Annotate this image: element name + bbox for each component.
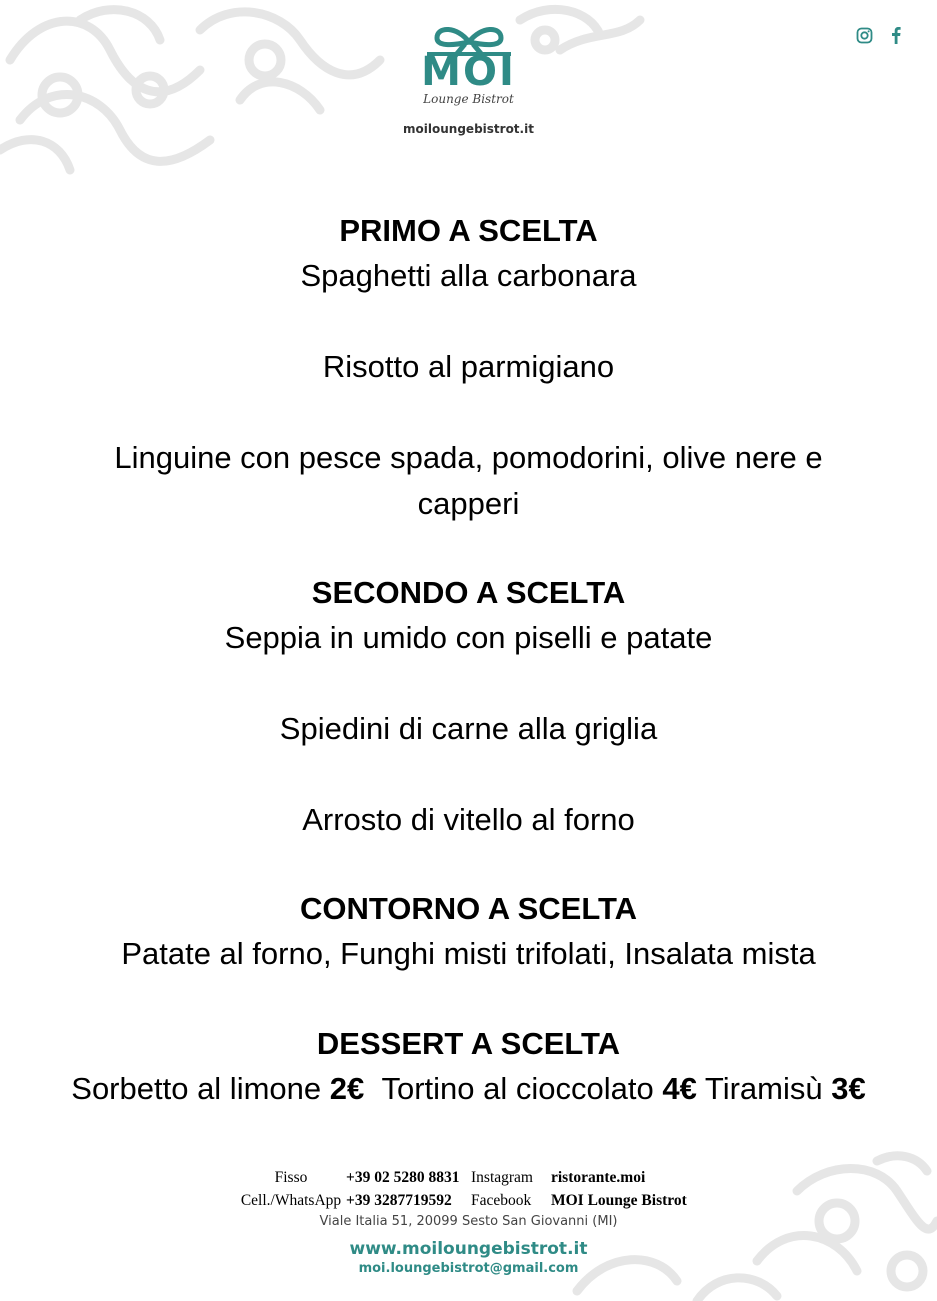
instagram-label: Instagram	[471, 1169, 533, 1186]
menu-item: Arrosto di vitello al forno	[302, 802, 635, 837]
dessert-name: Sorbetto al limone	[71, 1071, 322, 1106]
dessert-price: 4€	[662, 1071, 697, 1106]
menu-item: Patate al forno, Funghi misti trifolati, Insalata mista	[121, 936, 816, 971]
mobile-number[interactable]: +39 3287719592	[346, 1192, 452, 1209]
contact-row	[0, 1189, 937, 1212]
landline-label: Fisso	[274, 1169, 308, 1186]
dessert-price: 2€	[329, 1071, 365, 1106]
section-heading-primo: PRIMO A SCELTA	[339, 213, 598, 248]
menu-item: capperi	[417, 486, 520, 521]
contact-row	[0, 1166, 937, 1189]
section-heading-secondo: SECONDO A SCELTA	[311, 575, 626, 610]
instagram-handle[interactable]: ristorante.moi	[551, 1169, 646, 1186]
dessert-price: 3€	[831, 1071, 866, 1106]
mobile-label: Cell./WhatsApp	[240, 1192, 342, 1209]
menu-item: Risotto al parmigiano	[322, 349, 615, 384]
menu-content	[0, 209, 937, 1112]
brand-subtitle: Lounge Bistrot	[423, 92, 514, 106]
dessert-line	[0, 1066, 937, 1112]
footer-email-link[interactable]: moi.loungebistrot@gmail.com	[358, 1261, 579, 1276]
section-heading-contorno: CONTORNO A SCELTA	[300, 891, 637, 926]
menu-item: Spiedini di carne alla griglia	[279, 711, 658, 746]
header-website[interactable]: moiloungebistrot.it	[403, 122, 534, 136]
section-heading-dessert: DESSERT A SCELTA	[316, 1026, 621, 1061]
menu-item: Seppia in umido con piselli e patate	[224, 620, 713, 655]
footer-website-link[interactable]: www.moiloungebistrot.it	[349, 1239, 588, 1259]
facebook-page[interactable]: MOI Lounge Bistrot	[551, 1192, 687, 1209]
landline-number[interactable]: +39 02 5280 8831	[346, 1169, 460, 1186]
dessert-name: Tiramisù	[704, 1071, 823, 1106]
dessert-name: Tortino al cioccolato	[381, 1071, 654, 1106]
facebook-label: Facebook	[471, 1192, 532, 1209]
brand-name: MOI	[421, 49, 516, 95]
address: Viale Italia 51, 20099 Sesto San Giovanni (MI)	[319, 1214, 618, 1229]
brand-logo	[0, 24, 937, 136]
menu-item: Spaghetti alla carbonara	[300, 258, 637, 293]
menu-item: Linguine con pesce spada, pomodorini, olive nere e	[114, 440, 823, 475]
contact-footer	[0, 1166, 937, 1276]
